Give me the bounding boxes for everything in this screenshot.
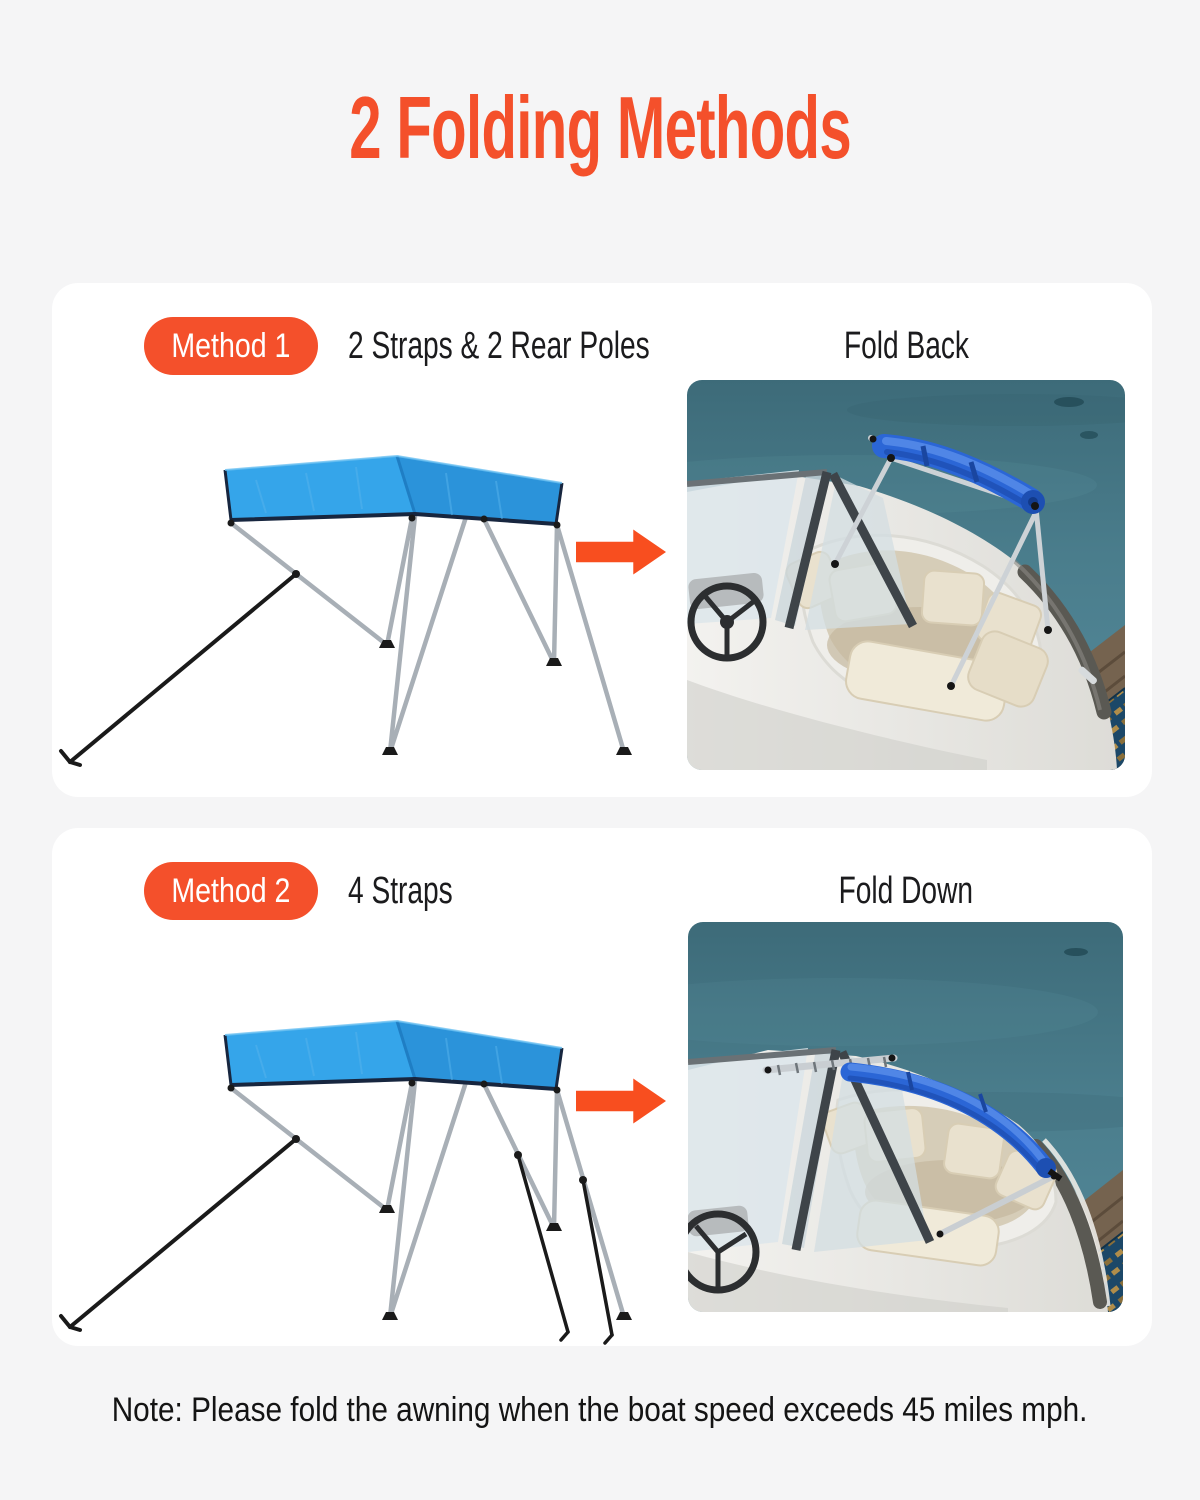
- method-1-description: 2 Straps & 2 Rear Poles: [348, 324, 650, 367]
- transform-right-arrow-icon: [576, 1078, 666, 1124]
- note-text: Note: Please fold the awning when the boat speed exceeds 45 miles mph.: [112, 1391, 1088, 1429]
- method-2-badge-label: Method 2: [171, 871, 291, 910]
- frame-poles: [231, 516, 624, 752]
- bimini-frame-illustration-method-1: [56, 445, 646, 785]
- canopy: [225, 456, 562, 524]
- fold-down-photo: [688, 922, 1123, 1312]
- method-2-description: 4 Straps: [348, 869, 453, 912]
- bimini-frame-illustration-method-2: [56, 1010, 646, 1350]
- frame-poles: [231, 1081, 624, 1317]
- fold-back-photo: [687, 380, 1125, 770]
- method-1-badge: [144, 317, 318, 375]
- method-2-result-label: Fold Down: [838, 869, 974, 912]
- page-title: [0, 78, 1200, 177]
- method-1-badge-label: Method 1: [171, 326, 291, 365]
- transform-right-arrow-icon: [576, 529, 666, 575]
- page-title-text: 2 Folding Methods: [349, 78, 851, 177]
- canopy: [225, 1021, 562, 1089]
- method-1-result-label: Fold Back: [843, 324, 969, 367]
- front-strap: [61, 574, 296, 765]
- front-strap: [61, 1139, 296, 1330]
- method-1-card: [52, 283, 1152, 797]
- method-2-card: [52, 828, 1152, 1346]
- method-2-badge: [144, 862, 318, 920]
